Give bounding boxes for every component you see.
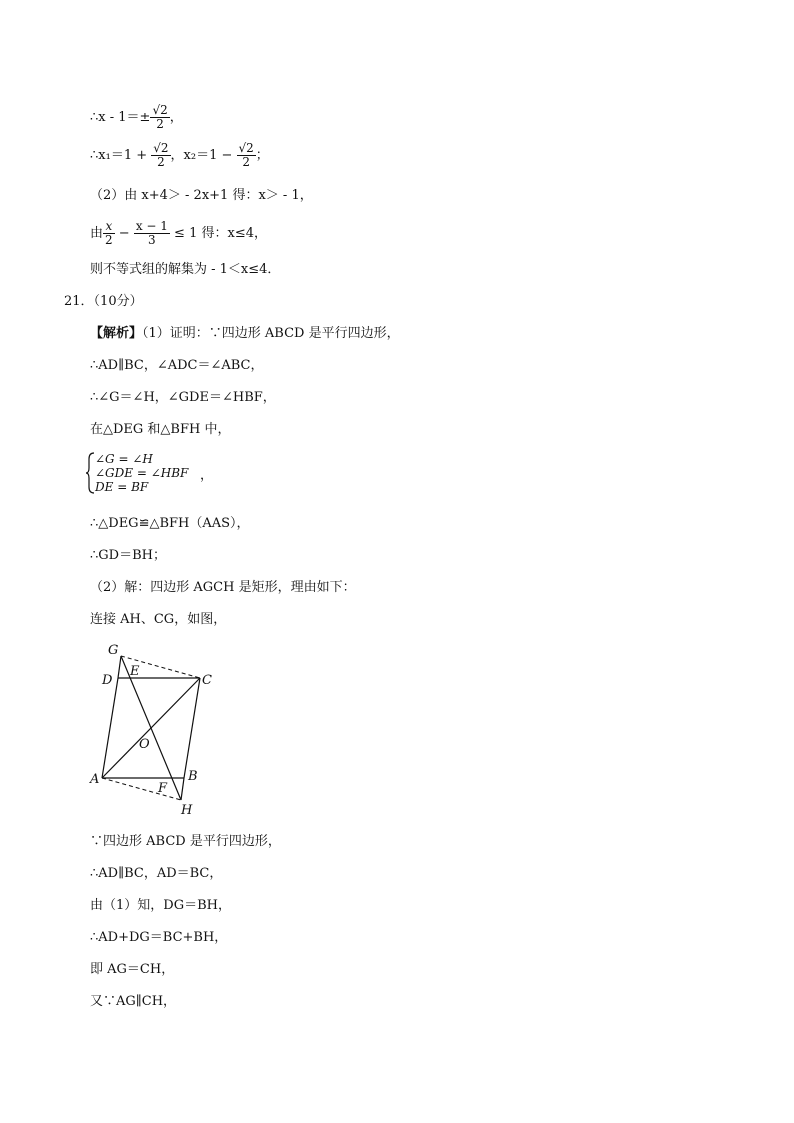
- fraction: $\frac{x - 1}{3}$: [135, 219, 168, 247]
- solution-line-14: 又∵AG∥CH，: [90, 994, 177, 1009]
- solution-line-8: 连接 AH、CG，如图，: [90, 612, 227, 627]
- fraction: $\frac{√2}{2}$: [238, 141, 254, 169]
- label-D: D: [102, 673, 113, 688]
- solution-line-12: ∴AD+DG＝BC+BH，: [90, 930, 228, 945]
- segment-CB: [184, 678, 200, 778]
- segment-BH: [181, 778, 184, 800]
- system-tail: ，: [200, 468, 214, 483]
- solution-line-6: ∴GD＝BH；: [90, 548, 166, 563]
- solution-line-3: ∴∠G＝∠H，∠GDE＝∠HBF，: [90, 390, 276, 405]
- label-C: C: [202, 673, 212, 688]
- fraction: $\frac{√2}{2}$: [153, 141, 169, 169]
- eq-line-5: 则不等式组的解集为 - 1＜x≤4．: [90, 262, 281, 277]
- system-eq-2: ∠GDE = ∠HBF: [95, 466, 189, 480]
- fraction: $\frac{x}{2}$: [105, 219, 113, 247]
- label-O: O: [139, 737, 150, 752]
- label-H: H: [181, 803, 193, 818]
- label-A: A: [90, 772, 100, 787]
- solution-line-9: ∵四边形 ABCD 是平行四边形，: [90, 834, 281, 849]
- system-eq-3: DE = BF: [95, 480, 149, 494]
- segment-DG: [118, 656, 121, 678]
- question-number: 21．（10分）: [64, 294, 143, 309]
- system-eq-1: ∠G = ∠H: [95, 452, 153, 466]
- solution-line-7: （2）解：四边形 AGCH 是矩形，理由如下：: [90, 580, 356, 595]
- eq-line-2: ∴x₁＝1 + $\frac{√2}{2}$ ，x₂＝1 − $\frac{√2}{2}$ ；: [90, 141, 269, 169]
- solution-line-2: ∴AD∥BC，∠ADC＝∠ABC，: [90, 358, 264, 373]
- eq-text: ∴x - 1＝±: [90, 110, 151, 125]
- fraction: $\frac{√2}{2}$: [152, 103, 168, 131]
- solution-line-13: 即 AG＝CH，: [90, 962, 175, 977]
- label-F: F: [158, 781, 168, 796]
- solution-line-5: ∴△DEG≌△BFH（AAS），: [90, 516, 250, 531]
- eq-line-1: ∴x - 1＝± $\frac{√2}{2}$ ，: [90, 103, 183, 131]
- dashed-AH: [102, 778, 181, 800]
- solution-line-11: 由（1）知，DG＝BH，: [90, 898, 231, 913]
- solution-line-4: 在△DEG 和△BFH 中，: [90, 422, 231, 437]
- geometry-figure: [88, 642, 228, 822]
- label-B: B: [188, 769, 198, 784]
- segment-AD: [102, 678, 118, 778]
- analysis-tag: 【解析】: [90, 326, 143, 341]
- eq-line-3: （2）由 x+4＞ - 2x+1 得：x＞ - 1，: [90, 188, 313, 203]
- eq-line-4: 由 $\frac{x}{2}$ − $\frac{x - 1}{3}$ ≤ 1 得：x≤4，: [90, 219, 267, 247]
- label-G: G: [108, 643, 119, 658]
- label-E: E: [130, 664, 140, 679]
- solution-line-1: 【解析】（1）证明：∵四边形 ABCD 是平行四边形，: [90, 326, 400, 341]
- solution-line-10: ∴AD∥BC，AD＝BC，: [90, 866, 223, 881]
